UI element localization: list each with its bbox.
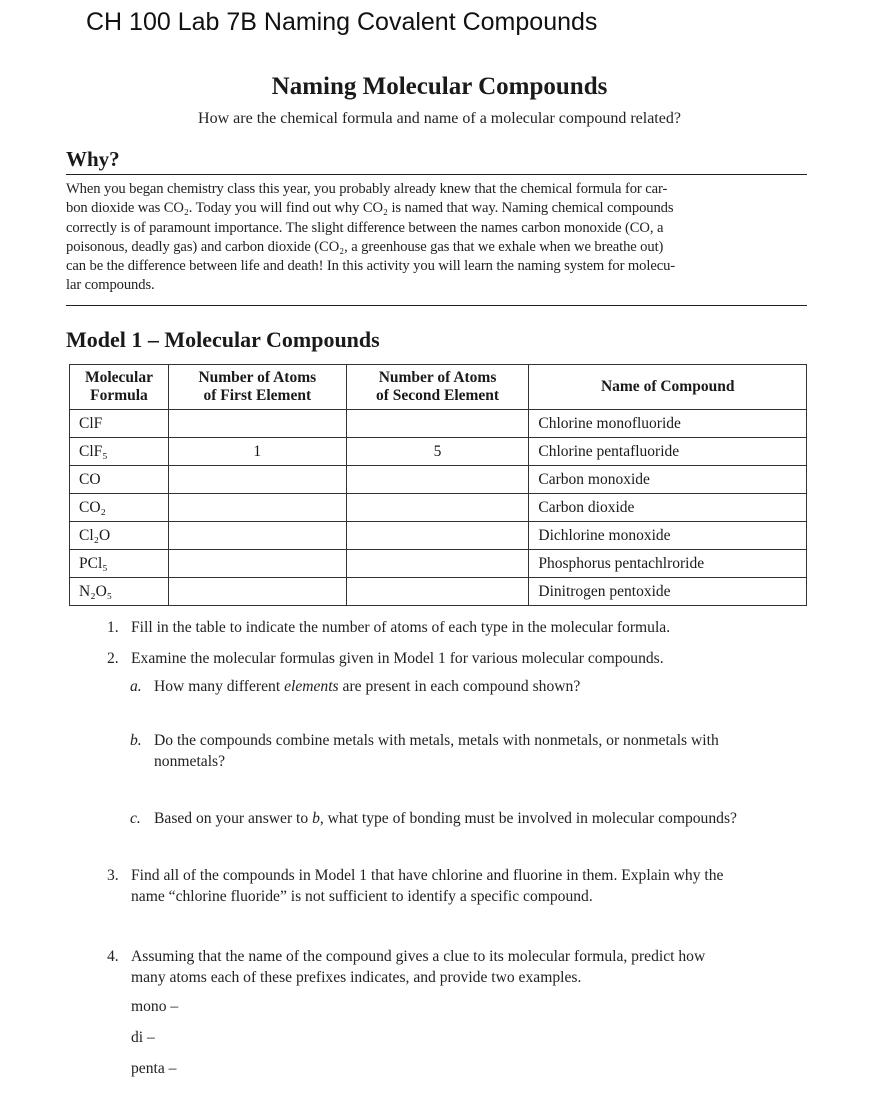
- first-count-cell[interactable]: [168, 550, 346, 578]
- question-letter: c.: [130, 810, 141, 827]
- question-text: Assuming that the name of the compound gives a clue to its molecular formula, predict how many atoms each of these prefixes indicates, and provide two examples.: [131, 948, 706, 986]
- table-header-row: [70, 365, 807, 410]
- question-text: Based on your answer to b, what type of bonding must be involved in molecular compounds?: [154, 810, 737, 827]
- second-count-cell[interactable]: [346, 550, 529, 578]
- model-table: [69, 364, 807, 606]
- why-bottom-rule: [66, 305, 807, 306]
- table-row: [70, 438, 807, 466]
- second-count-cell[interactable]: [346, 466, 529, 494]
- question-text: Fill in the table to indicate the number of atoms of each type in the molecular formula.: [131, 619, 671, 636]
- first-count-cell[interactable]: [168, 522, 346, 550]
- table-row: [70, 578, 807, 606]
- question-text: Do the compounds combine metals with metals, metals with nonmetals, or nonmetals with nonmetals?: [154, 732, 719, 770]
- second-count-cell[interactable]: [346, 494, 529, 522]
- formula-cell: ClF: [70, 410, 169, 438]
- formula-cell: CO₂: [70, 494, 169, 522]
- first-count-cell[interactable]: [168, 578, 346, 606]
- question-number: 4.: [107, 948, 119, 965]
- second-count-cell[interactable]: 5: [346, 438, 529, 466]
- why-line: can be the difference between life and death! In this activity you will learn the naming system for molecu-: [66, 258, 676, 275]
- formula-cell: Cl₂O: [70, 522, 169, 550]
- lab-header-title: CH 100 Lab 7B Naming Covalent Compounds: [86, 8, 598, 36]
- header-atoms-second: Number of Atoms of Second Element: [346, 365, 529, 410]
- first-count-cell[interactable]: [168, 494, 346, 522]
- question-3: [107, 865, 724, 907]
- question-text: Examine the molecular formulas given in Model 1 for various molecular compounds.: [131, 650, 664, 667]
- compound-name-cell: Chlorine monofluoride: [529, 410, 807, 438]
- table-row: [70, 494, 807, 522]
- compound-name-cell: Chlorine pentafluoride: [529, 438, 807, 466]
- second-count-cell[interactable]: [346, 522, 529, 550]
- question-number: 2.: [107, 650, 119, 667]
- question-letter: b.: [130, 732, 142, 749]
- question-2c: [130, 808, 737, 829]
- question-2b: [130, 730, 719, 772]
- second-count-cell[interactable]: [346, 410, 529, 438]
- first-count-cell[interactable]: [168, 466, 346, 494]
- header-atoms-first: Number of Atoms of First Element: [168, 365, 346, 410]
- table-row: [70, 522, 807, 550]
- why-line: bon dioxide was CO₂. Today you will find out why CO₂ is named that way. Naming chemical compounds: [66, 200, 674, 217]
- why-line: When you began chemistry class this year, you probably already knew that the chemical formula for car-: [66, 181, 668, 197]
- why-line: correctly is of paramount importance. The slight difference between the names carbon monoxide (CO, a: [66, 219, 664, 236]
- second-count-cell[interactable]: [346, 578, 529, 606]
- compound-name-cell: Carbon monoxide: [529, 466, 807, 494]
- question-1: [107, 617, 671, 638]
- prefix-penta: penta –: [131, 1060, 177, 1077]
- why-paragraph: [66, 180, 812, 296]
- question-text: How many different elements are present in each compound shown?: [154, 678, 581, 695]
- question-4: [107, 946, 706, 988]
- document-subtitle: How are the chemical formula and name of a molecular compound related?: [198, 110, 681, 127]
- header-molecular-formula: Molecular Formula: [70, 365, 169, 410]
- why-line: lar compounds.: [66, 277, 155, 294]
- first-count-cell[interactable]: 1: [168, 438, 346, 466]
- formula-cell: PCl₅: [70, 550, 169, 578]
- document-title: Naming Molecular Compounds: [271, 73, 608, 100]
- first-count-cell[interactable]: [168, 410, 346, 438]
- question-text: Find all of the compounds in Model 1 that have chlorine and fluorine in them. Explain why the name “chlorine fluoride” is not sufficient to identify a specific compound.: [131, 867, 724, 905]
- prefix-mono: mono –: [131, 998, 179, 1015]
- why-top-rule: [66, 174, 807, 175]
- compound-name-cell: Dinitrogen pentoxide: [529, 578, 807, 606]
- formula-cell: N₂O₅: [70, 578, 169, 606]
- compound-name-cell: Dichlorine monoxide: [529, 522, 807, 550]
- question-letter: a.: [130, 678, 142, 695]
- table-row: [70, 410, 807, 438]
- why-heading: Why?: [66, 147, 120, 171]
- table-row: [70, 466, 807, 494]
- why-line: poisonous, deadly gas) and carbon dioxide (CO₂, a greenhouse gas that we exhale when we breathe out): [66, 238, 664, 255]
- compound-name-cell: Carbon dioxide: [529, 494, 807, 522]
- model-heading: Model 1 – Molecular Compounds: [66, 327, 380, 352]
- question-2a: [130, 676, 581, 697]
- header-compound-name: Name of Compound: [529, 365, 807, 410]
- table-row: [70, 550, 807, 578]
- compound-name-cell: Phosphorus pentachlroride: [529, 550, 807, 578]
- question-2: [107, 648, 664, 669]
- formula-cell: ClF₅: [70, 438, 169, 466]
- question-number: 3.: [107, 867, 119, 884]
- question-number: 1.: [107, 619, 119, 636]
- prefix-di: di –: [131, 1029, 155, 1046]
- formula-cell: CO: [70, 466, 169, 494]
